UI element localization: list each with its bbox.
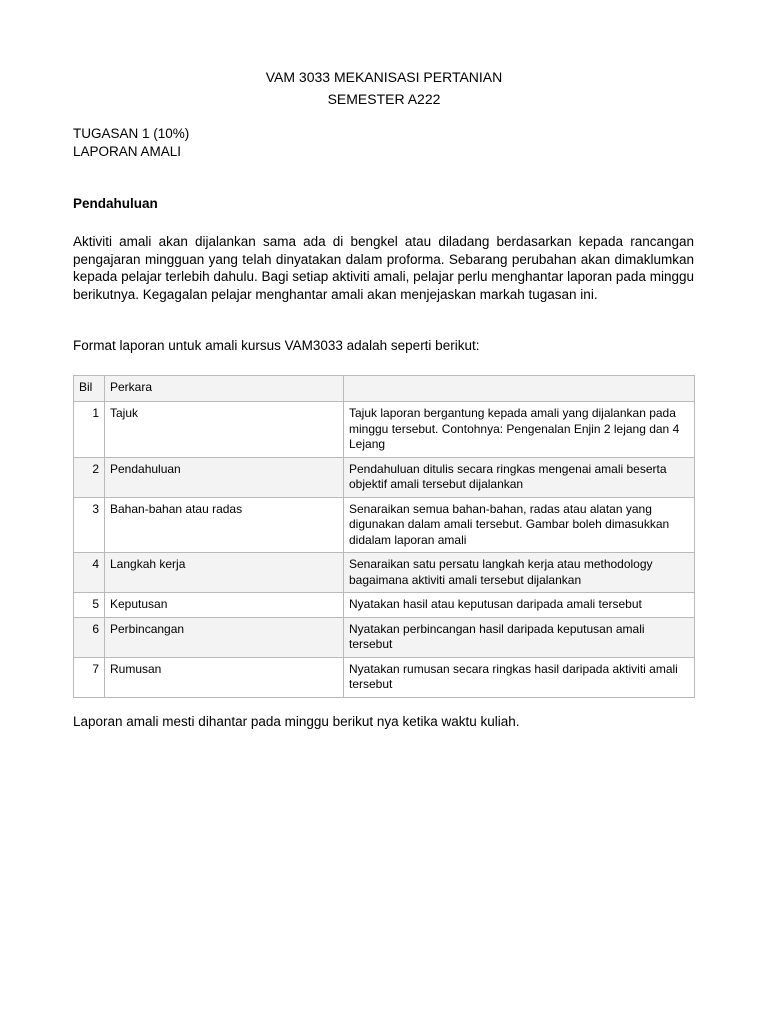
row-bil: 3 xyxy=(74,497,105,553)
table-row xyxy=(74,657,695,697)
table-row xyxy=(74,553,695,593)
table-row xyxy=(74,402,695,458)
table-row xyxy=(74,497,695,553)
header-bil: Bil xyxy=(74,376,105,402)
row-perkara: Langkah kerja xyxy=(105,553,344,593)
row-bil: 5 xyxy=(74,593,105,618)
format-intro: Format laporan untuk amali kursus VAM3033 adalah seperti berikut: xyxy=(73,338,480,353)
introduction-paragraph: Aktiviti amali akan dijalankan sama ada di bengkel atau diladang berdasarkan kepada rancangan pengajaran mingguan yang telah dinyatakan dalam proforma. Sebarang perubahan akan dimaklumkan kepada pelajar terlebih dahulu. Bagi setiap aktiviti amali, pelajar perlu menghantar laporan pada minggu berikutnya. Kegagalan pelajar menghantar amali akan menjejaskan markah tugasan ini. xyxy=(73,234,694,302)
row-description: Nyatakan hasil atau keputusan daripada amali tersebut xyxy=(344,593,695,618)
row-bil: 1 xyxy=(74,402,105,458)
introduction-heading: Pendahuluan xyxy=(73,196,158,211)
row-bil: 7 xyxy=(74,657,105,697)
table-header-row xyxy=(74,376,695,402)
row-description: Tajuk laporan bergantung kepada amali yang dijalankan pada minggu tersebut. Contohnya: Pengenalan Enjin 2 lejang dan 4 Lejang xyxy=(344,402,695,458)
row-perkara: Pendahuluan xyxy=(105,457,344,497)
course-title: VAM 3033 MEKANISASI PERTANIAN xyxy=(265,69,503,85)
row-perkara: Keputusan xyxy=(105,593,344,618)
assignment-report-type: LAPORAN AMALI xyxy=(73,144,182,159)
row-bil: 4 xyxy=(74,553,105,593)
table-row xyxy=(74,593,695,618)
assignment-task: TUGASAN 1 (10%) xyxy=(73,126,190,141)
header-perkara: Perkara xyxy=(105,376,344,402)
row-description: Senaraikan semua bahan-bahan, radas atau alatan yang digunakan dalam amali tersebut. Gambar boleh dimasukkan didalam laporan amali xyxy=(344,497,695,553)
row-description: Pendahuluan ditulis secara ringkas mengenai amali beserta objektif amali tersebut dijalankan xyxy=(344,457,695,497)
row-bil: 2 xyxy=(74,457,105,497)
semester-title: SEMESTER A222 xyxy=(327,91,441,107)
row-perkara: Perbincangan xyxy=(105,617,344,657)
header-description xyxy=(344,376,695,402)
row-perkara: Tajuk xyxy=(105,402,344,458)
row-description: Senaraikan satu persatu langkah kerja atau methodology bagaimana aktiviti amali tersebut dijalankan xyxy=(344,553,695,593)
report-format-table xyxy=(73,375,695,698)
row-perkara: Bahan-bahan atau radas xyxy=(105,497,344,553)
closing-note: Laporan amali mesti dihantar pada minggu berikut nya ketika waktu kuliah. xyxy=(73,714,520,729)
row-bil: 6 xyxy=(74,617,105,657)
row-description: Nyatakan rumusan secara ringkas hasil daripada aktiviti amali tersebut xyxy=(344,657,695,697)
row-description: Nyatakan perbincangan hasil daripada keputusan amali tersebut xyxy=(344,617,695,657)
table-row xyxy=(74,617,695,657)
row-perkara: Rumusan xyxy=(105,657,344,697)
table-row xyxy=(74,457,695,497)
